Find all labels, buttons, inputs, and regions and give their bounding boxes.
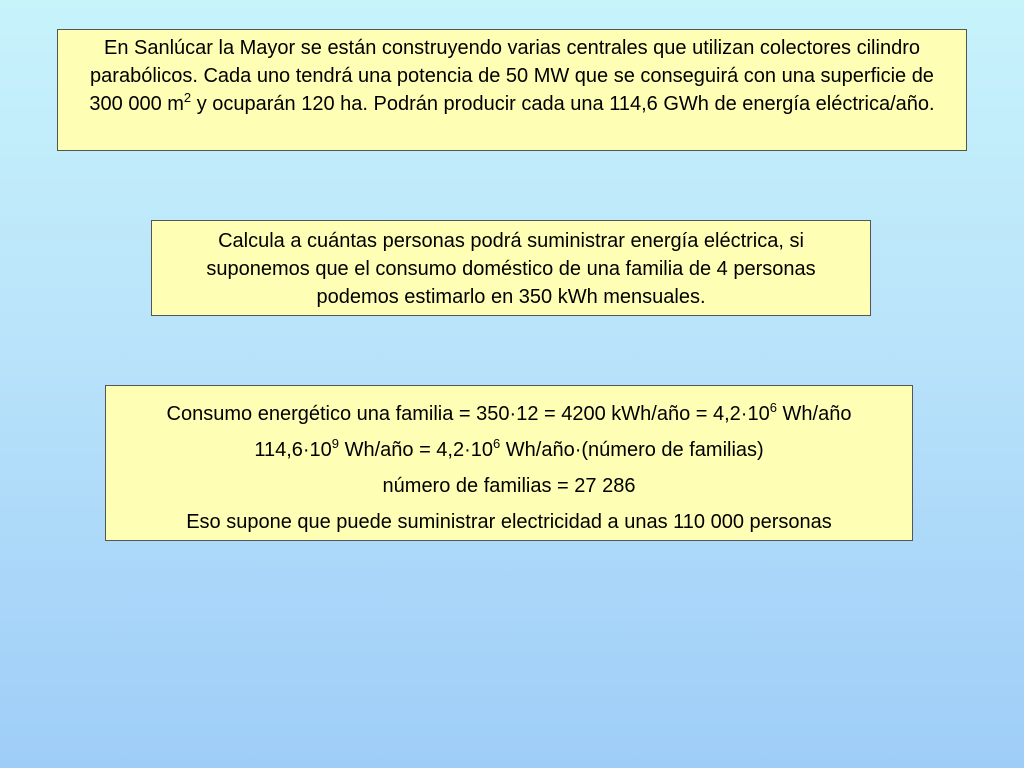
exponent: 6 [769, 400, 777, 415]
statement-text-end: y ocuparán 120 ha. Podrán producir cada una 114,6 GWh de energía eléctrica/año. [191, 93, 935, 115]
problem-statement-box [57, 29, 967, 151]
equation-part: Wh/año = 4,2·10 [339, 439, 494, 461]
exponent: 6 [493, 436, 501, 451]
solution-line-consumption [116, 396, 902, 432]
exponent: 9 [331, 436, 340, 451]
equation-part: 114,6·10 [254, 439, 332, 461]
consumption-unit: Wh/año [776, 403, 852, 425]
solution-box [105, 385, 913, 541]
squared-superscript: 2 [183, 90, 192, 105]
question-box [151, 220, 871, 316]
consumption-text: Consumo energético una familia = 350·12 = 4200 kWh/año = 4,2·10 [166, 403, 770, 425]
question-text: Calcula a cuántas personas podrá suministrar energía eléctrica, si suponemos que el consumo doméstico de una familia de 4 personas podemos estimarlo en 350 kWh mensuales. [206, 230, 816, 308]
solution-line-families: número de familias = 27 286 [382, 475, 636, 497]
solution-line-equation [116, 432, 902, 468]
solution-line-conclusion: Eso supone que puede suministrar electricidad a unas 110 000 personas [186, 511, 832, 533]
statement-text: En Sanlúcar la Mayor se están construyendo varias centrales que utilizan colectores cilindro parabólicos. Cada uno tendrá una potencia de 50 MW que se conseguirá con una superficie de 300 000 m [89, 37, 934, 115]
equation-part: Wh/año·(número de familias) [500, 439, 764, 461]
